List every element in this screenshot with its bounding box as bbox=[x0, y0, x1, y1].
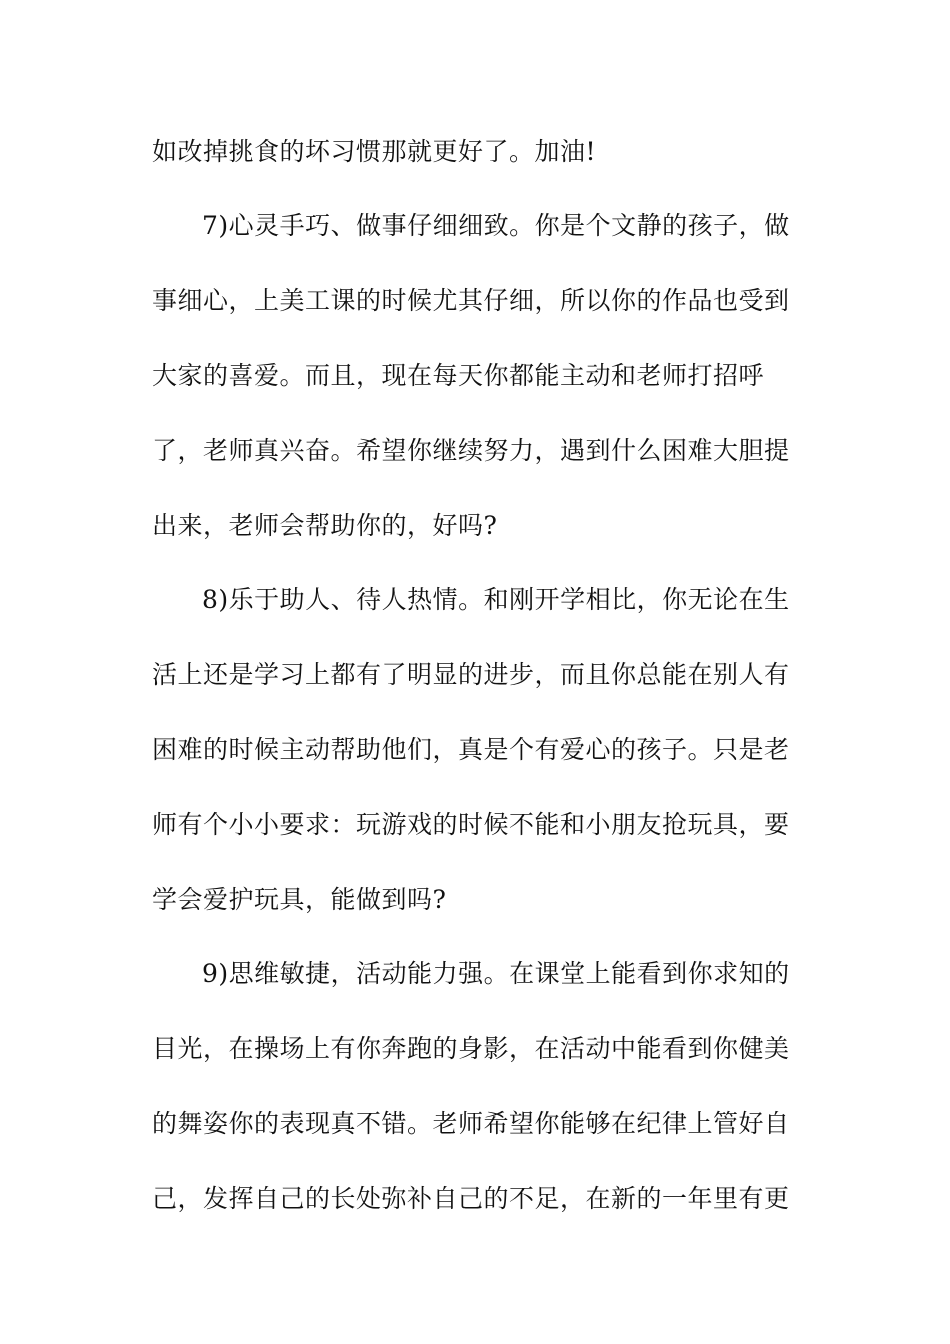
text-line: 目光，在操场上有你奔跑的身影，在活动中能看到你健美 bbox=[152, 1034, 790, 1063]
text-line: 出来，老师会帮助你的，好吗? bbox=[152, 511, 498, 540]
text-line: 己，发挥自己的长处弥补自己的不足，在新的一年里有更 bbox=[152, 1184, 790, 1213]
text-line: 大家的喜爱。而且，现在每天你都能主动和老师打招呼 bbox=[152, 361, 765, 390]
text-line: 学会爱护玩具，能做到吗? bbox=[152, 885, 447, 914]
text-line: 的舞姿你的表现真不错。老师希望你能够在纪律上管好自 bbox=[152, 1109, 790, 1138]
paragraph-start-line: 7)心灵手巧、做事仔细细致。你是个文静的孩子，做 bbox=[202, 211, 790, 240]
text-line: 了，老师真兴奋。希望你继续努力，遇到什么困难大胆提 bbox=[152, 436, 790, 465]
text-line: 困难的时候主动帮助他们，真是个有爱心的孩子。只是老 bbox=[152, 735, 790, 764]
paragraph-start-line: 8)乐于助人、待人热情。和刚开学相比，你无论在生 bbox=[202, 585, 790, 614]
text-line: 师有个小小要求：玩游戏的时候不能和小朋友抢玩具，要 bbox=[152, 810, 790, 839]
paragraph-start-line: 9)思维敏捷，活动能力强。在课堂上能看到你求知的 bbox=[202, 959, 790, 988]
text-line: 活上还是学习上都有了明显的进步，而且你总能在别人有 bbox=[152, 660, 790, 689]
text-line: 如改掉挑食的坏习惯那就更好了。加油! bbox=[152, 137, 597, 166]
text-line: 事细心，上美工课的时候尤其仔细，所以你的作品也受到 bbox=[152, 286, 790, 315]
